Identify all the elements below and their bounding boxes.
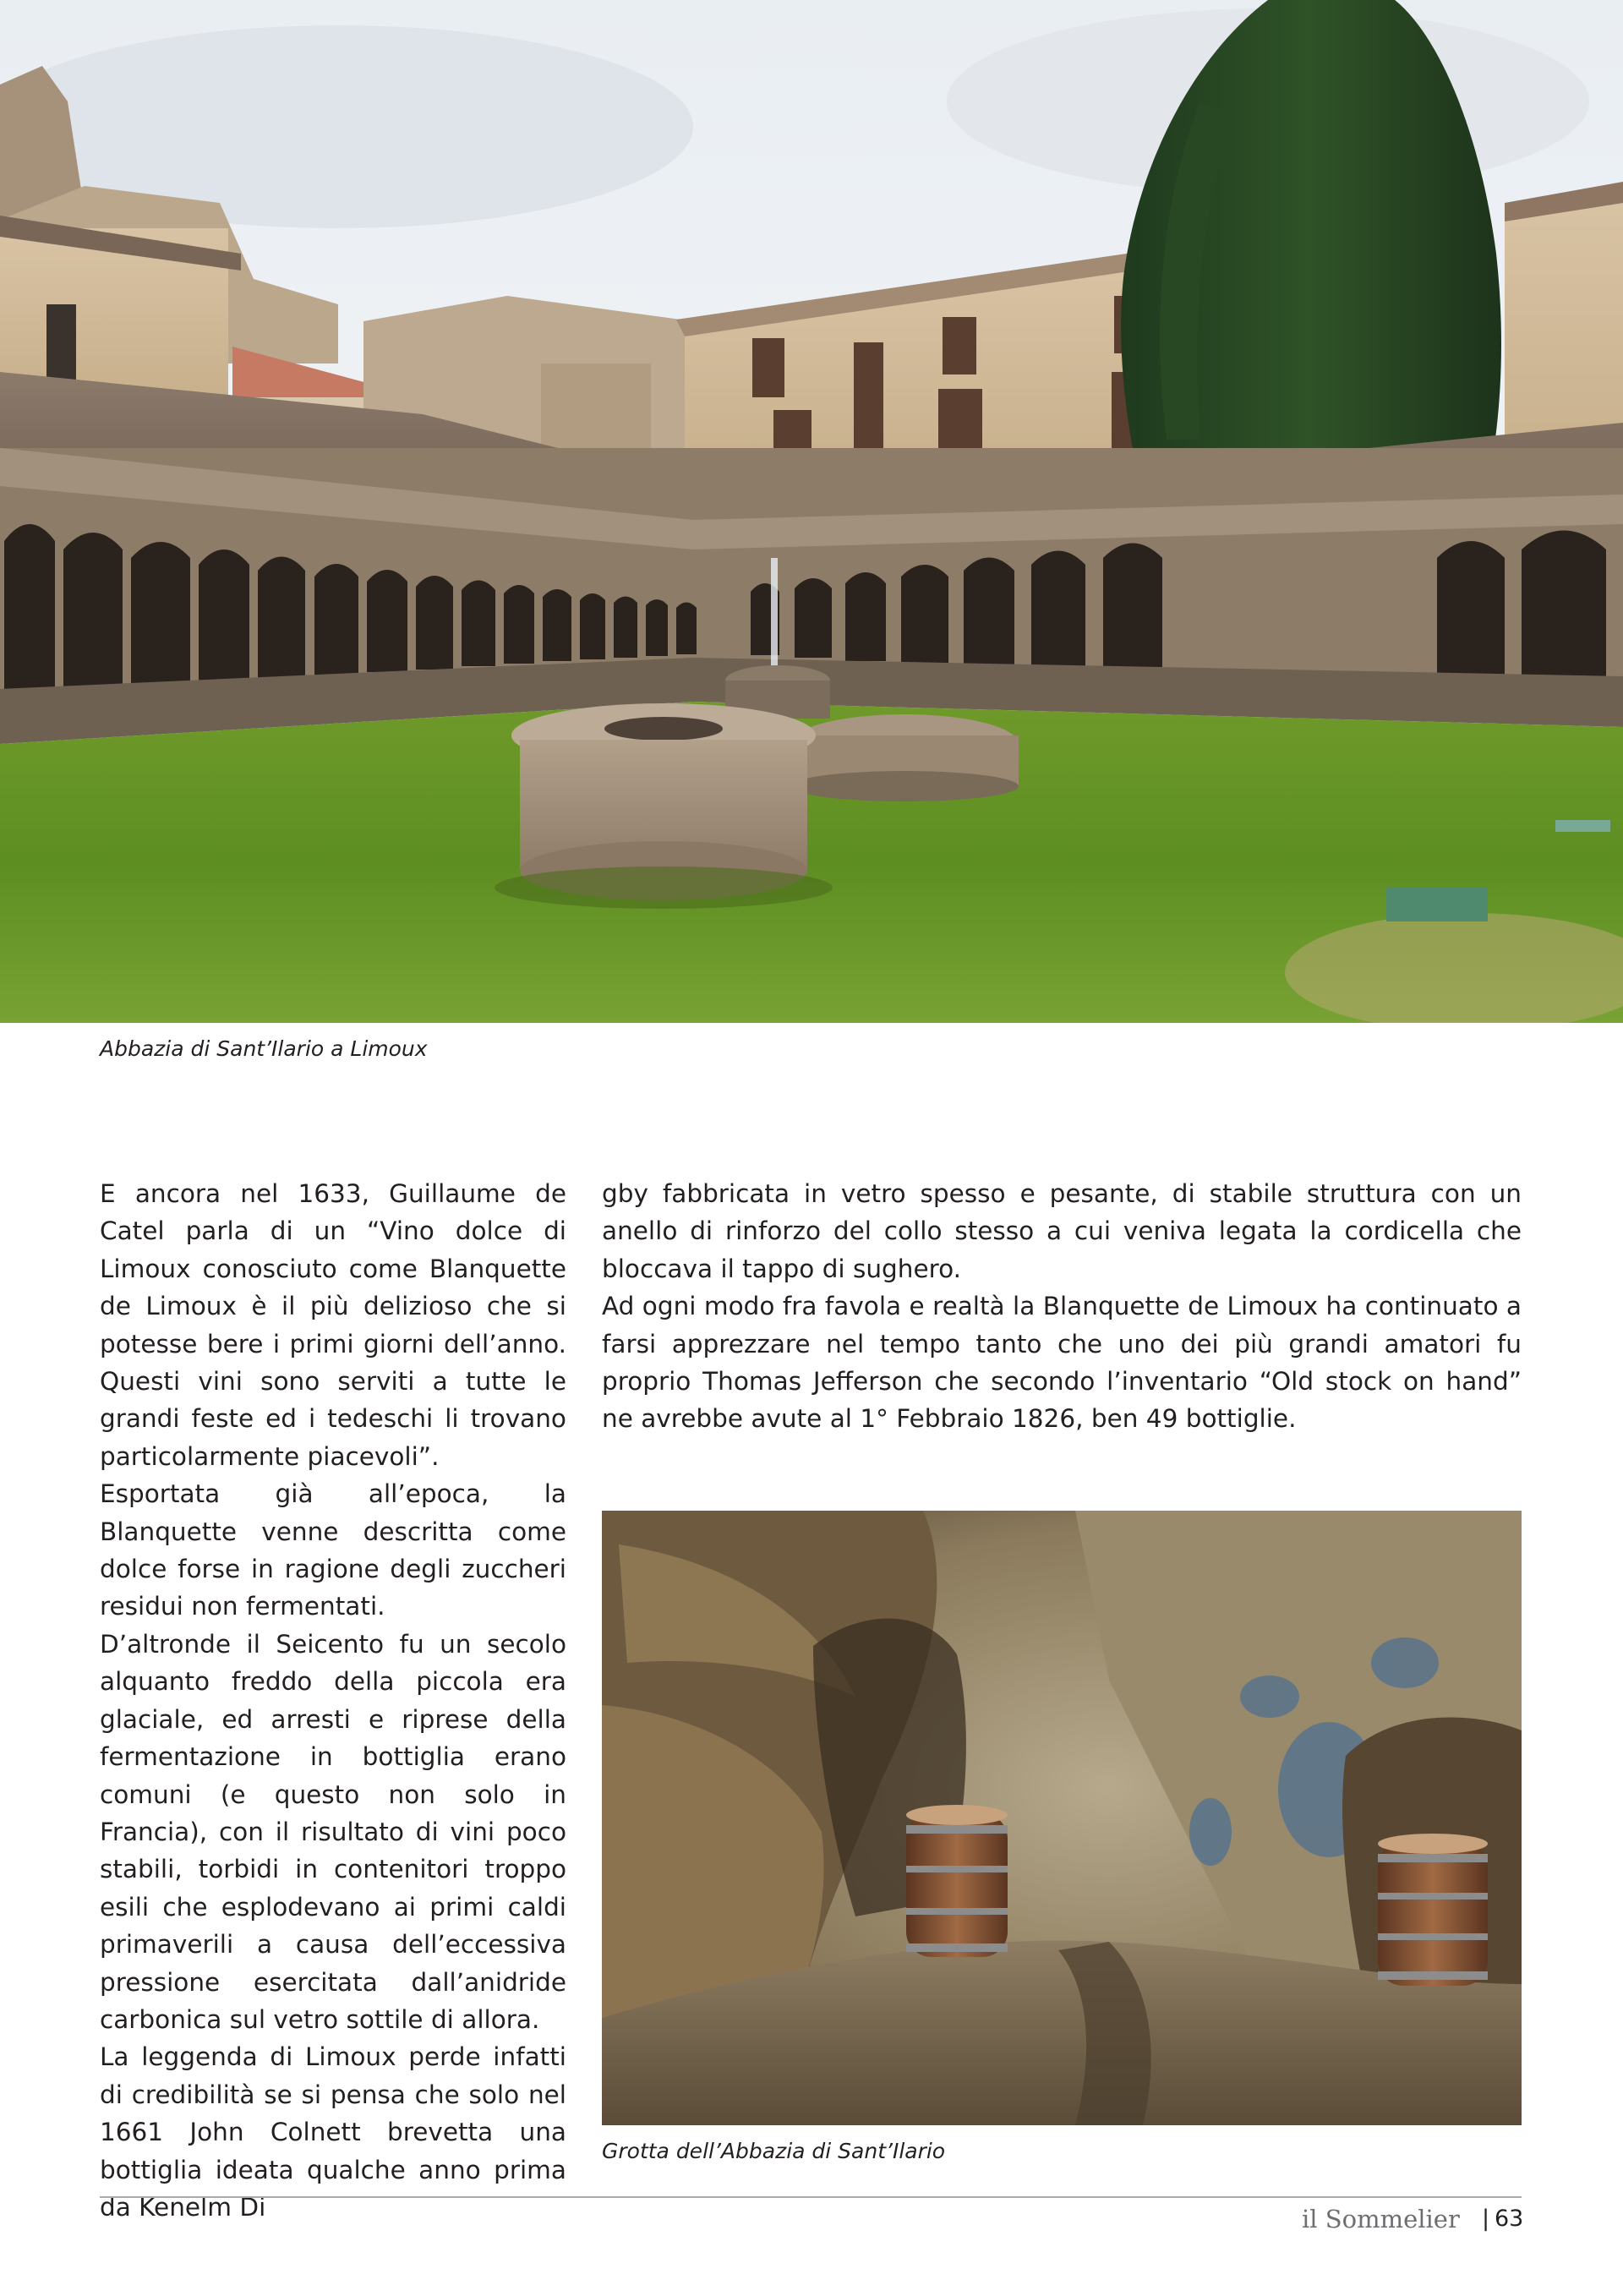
page-number: 63	[1495, 2206, 1524, 2232]
cave-photo	[602, 1511, 1522, 2125]
paragraph: gby fabbricata in vetro spesso e pesante, di stabile struttura con un anello di rinforzo del collo stesso a cui veniva legata la cordicella che bloccava il tappo di sughero.	[602, 1179, 1522, 1283]
article-column-left	[100, 1175, 566, 2226]
figure-caption-bottom: Grotta dell’Abbazia di Sant’Ilario	[602, 2139, 946, 2163]
cloister-photo	[0, 0, 1623, 1023]
article-column-right	[602, 1175, 1522, 1438]
barrel-left	[906, 1805, 1008, 1957]
paragraph: Esportata già all’epoca, la Blanquette venne descritta come dolce forse in ragione degli zuccheri residui non fermentati.	[100, 1479, 566, 1621]
paragraph: La leggenda di Limoux perde infatti di credibilità se si pensa che solo nel 1661 John Colnett brevetta una bottiglia ideata qualche anno prima da Kenelm Di	[100, 2042, 566, 2222]
footer-separator: |	[1482, 2206, 1490, 2232]
footer-rule	[100, 2196, 1522, 2198]
paragraph: E ancora nel 1633, Guillaume de Catel parla di un “Vino dolce di Limoux conosciuto come Blanquette de Limoux è il più delizioso che si potesse bere i primi giorni dell’anno. Questi vini sono serviti a tutte le grandi feste ed i tedeschi li trovano particolarmente piacevoli”.	[100, 1179, 566, 1471]
paragraph: Ad ogni modo fra favola e realtà la Blanquette de Limoux ha continuato a farsi apprezzare nel tempo tanto che uno dei più grandi amatori fu proprio Thomas Jefferson che secondo l’inventario “Old stock on hand” ne avrebbe avute al 1° Febbraio 1826, ben 49 bottiglie.	[602, 1292, 1522, 1434]
barrel-right	[1378, 1834, 1488, 1986]
paragraph: D’altronde il Seicento fu un secolo alquanto freddo della piccola era glaciale, ed arresti e riprese della fermentazione in bottiglia erano comuni (e questo non solo in Francia), con il risultato di vini poco stabili, torbidi in contenitori troppo esili che esplodevano ai primi caldi primaverili a causa dell’eccessiva pressione esercitata dall’anidride carbonica sul vetro sottile di allora.	[100, 1629, 566, 2034]
magazine-name: il Sommelier	[1302, 2205, 1460, 2233]
figure-caption-top: Abbazia di Sant’Ilario a Limoux	[100, 1036, 428, 1061]
